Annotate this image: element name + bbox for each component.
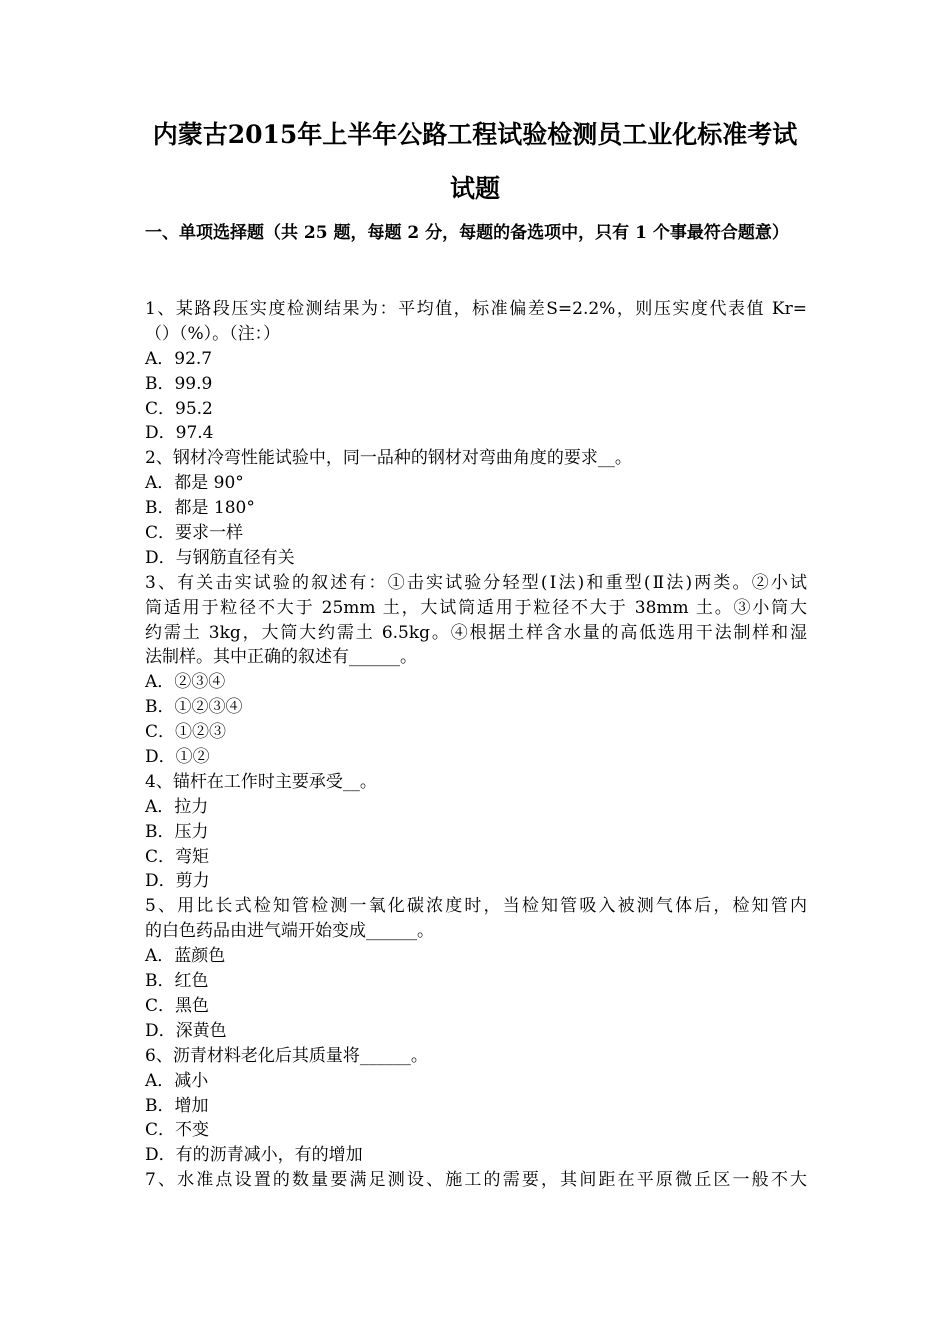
text-line: A．都是 90°: [145, 473, 244, 494]
text-line: 筒适用于粒径不大于 25mm 土，大试筒适用于粒径不大于 38mm 土。③小筒大: [145, 597, 807, 618]
text-line: B．①②③④: [145, 697, 243, 718]
question-body: [145, 297, 807, 1193]
document-title-line-2: 试题: [449, 174, 500, 203]
text-line: A．减小: [145, 1070, 209, 1091]
text-line: 约需土 3kg，大筒大约需土 6.5kg。④根据土样含水量的高低选用干法制样和湿: [145, 622, 807, 643]
text-line: C．95.2: [145, 398, 213, 419]
text-line: 6、沥青材料老化后其质量将______。: [145, 1045, 428, 1066]
text-line: C．要求一样: [145, 523, 244, 544]
text-line: 5、用比长式检知管检测一氧化碳浓度时，当检知管吸入被测气体后，检知管内: [145, 896, 807, 917]
text-line: （）（%）。（注：）: [145, 323, 281, 344]
text-line: D．有的沥青减小，有的增加: [145, 1145, 363, 1166]
document-title-line-1: 内蒙古2015年上半年公路工程试验检测员工业化标准考试: [152, 120, 798, 149]
text-line: A．②③④: [145, 672, 226, 693]
text-line: D．97.4: [145, 423, 214, 444]
text-line: A．蓝颜色: [145, 946, 226, 967]
text-line: B．都是 180°: [145, 498, 255, 519]
text-line: 法制样。其中正确的叙述有______。: [145, 647, 417, 668]
text-line: C．黑色: [145, 995, 210, 1016]
text-line: 的白色药品由进气端开始变成______。: [145, 921, 434, 942]
text-line: C．①②③: [145, 722, 227, 743]
text-line: D．与钢筋直径有关: [145, 547, 295, 568]
text-line: D．剪力: [145, 871, 210, 892]
text-line: B．99.9: [145, 373, 213, 394]
text-line: B．压力: [145, 821, 209, 842]
text-line: A．拉力: [145, 796, 209, 817]
text-line: D．①②: [145, 747, 210, 768]
text-line: 7、水准点设置的数量要满足测设、施工的需要，其间距在平原微丘区一般不大: [145, 1170, 807, 1191]
text-line: 2、钢材冷弯性能试验中，同一品种的钢材对弯曲角度的要求__。: [145, 448, 632, 469]
text-line: 1、某路段压实度检测结果为：平均值，标准偏差S=2.2%，则压实度代表值 Kr=: [145, 299, 807, 319]
text-line: 3、有关击实试验的叙述有：①击实试验分轻型(Ⅰ法)和重型(Ⅱ法)两类。②小试: [145, 572, 807, 593]
text-line: 4、锚杆在工作时主要承受__。: [145, 771, 377, 792]
text-line: D．深黄色: [145, 1020, 227, 1041]
text-line: B．红色: [145, 971, 209, 992]
text-line: C．不变: [145, 1120, 210, 1141]
text-line: B．增加: [145, 1095, 209, 1116]
section-heading: 一、单项选择题（共 25 题，每题 2 分，每题的备选项中，只有 1 个事最符合题意）: [145, 223, 789, 243]
text-line: C．弯矩: [145, 846, 210, 867]
text-line: A．92.7: [145, 348, 213, 369]
